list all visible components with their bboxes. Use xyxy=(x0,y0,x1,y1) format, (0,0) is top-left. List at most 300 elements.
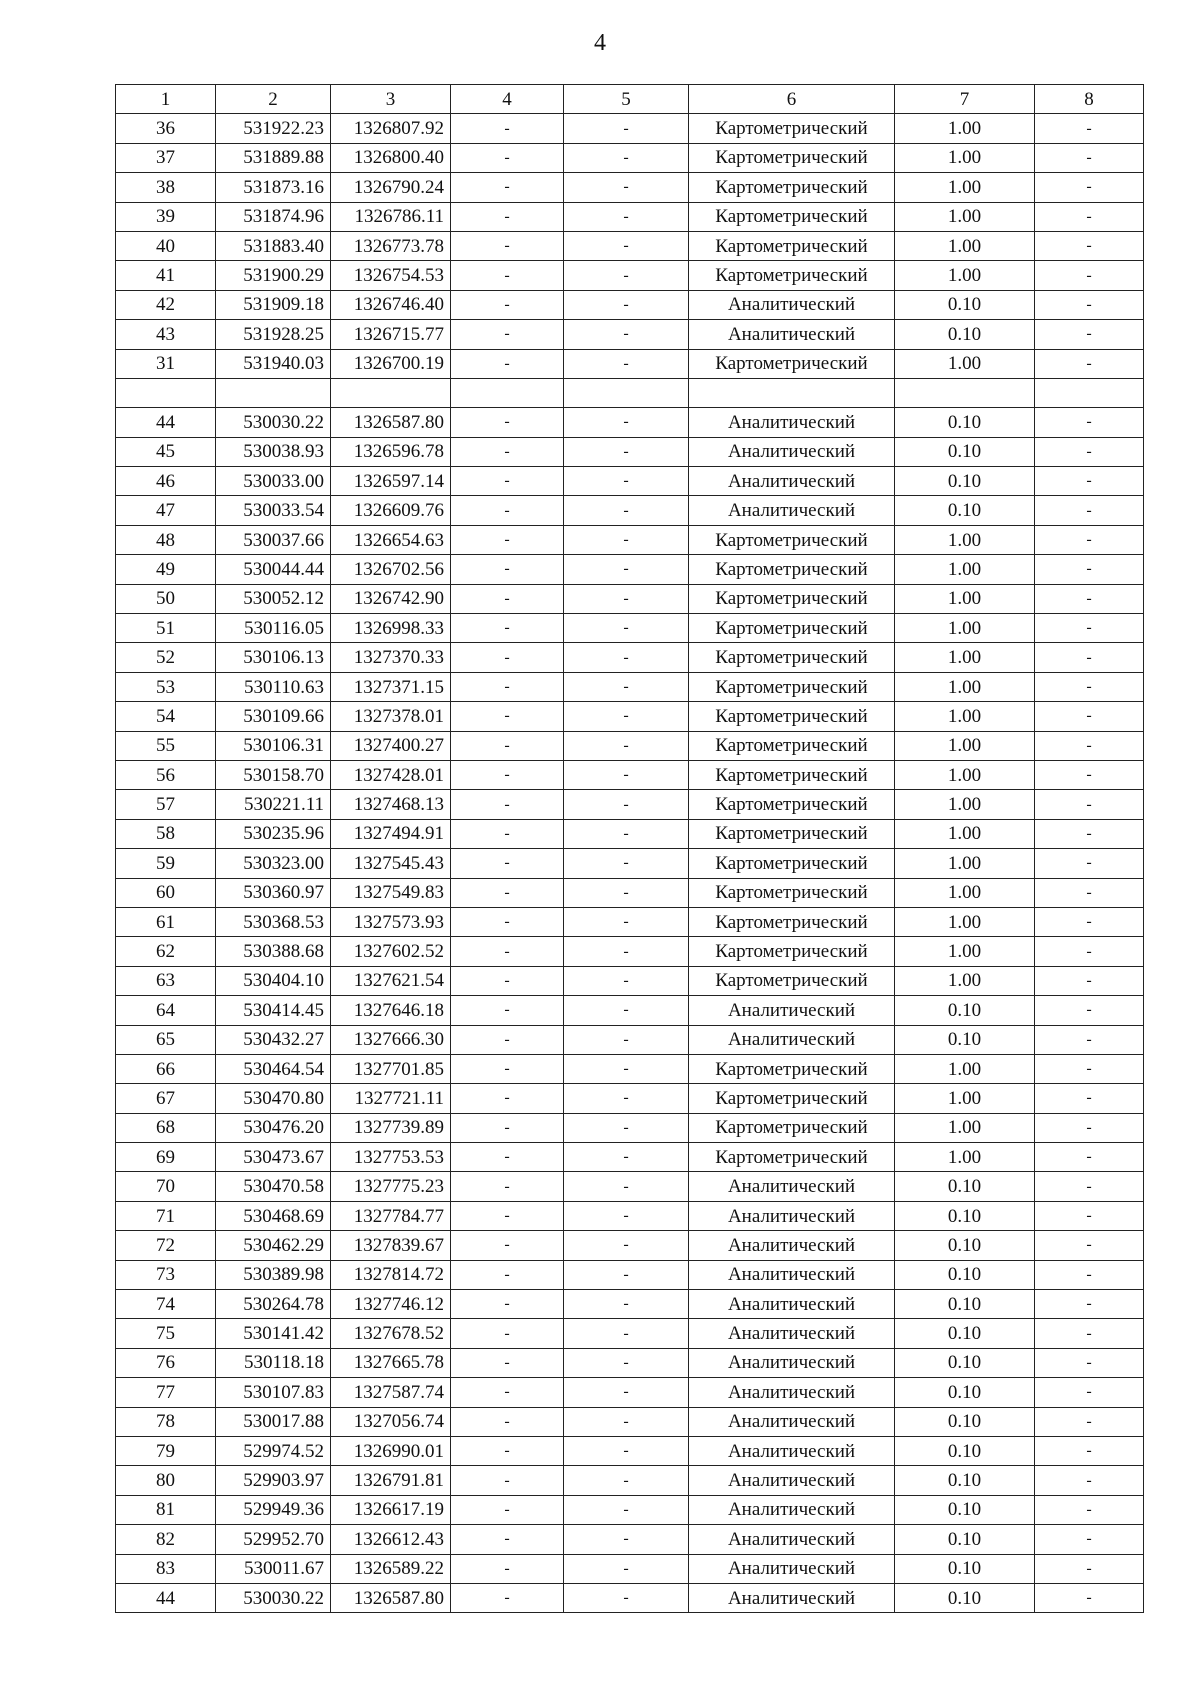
col5-cell: - xyxy=(564,496,689,525)
table-row xyxy=(116,996,1144,1025)
y-coordinate-cell: 1327753.53 xyxy=(331,1143,451,1172)
accuracy-cell: 1.00 xyxy=(895,349,1035,378)
table-row xyxy=(116,496,1144,525)
col5-cell: - xyxy=(564,261,689,290)
point-number-cell: 68 xyxy=(116,1113,216,1142)
point-number-cell: 47 xyxy=(116,496,216,525)
col4-cell: - xyxy=(451,1436,564,1465)
y-coordinate-cell: 1326791.81 xyxy=(331,1466,451,1495)
col4-cell: - xyxy=(451,760,564,789)
col8-cell: - xyxy=(1035,1436,1144,1465)
col5-cell: - xyxy=(564,1407,689,1436)
col4-cell: - xyxy=(451,349,564,378)
table-row xyxy=(116,290,1144,319)
table-row xyxy=(116,231,1144,260)
point-number-cell: 80 xyxy=(116,1466,216,1495)
method-cell: Картометрический xyxy=(689,202,895,231)
col5-cell: - xyxy=(564,907,689,936)
col4-cell: - xyxy=(451,525,564,554)
x-coordinate-cell: 530470.58 xyxy=(216,1172,331,1201)
col4-cell: - xyxy=(451,1583,564,1612)
col4-cell: - xyxy=(451,496,564,525)
col8-cell: - xyxy=(1035,496,1144,525)
column-header-1: 1 xyxy=(116,85,216,114)
table-row xyxy=(116,349,1144,378)
method-cell: Аналитический xyxy=(689,320,895,349)
accuracy-cell: 1.00 xyxy=(895,731,1035,760)
method-cell: Аналитический xyxy=(689,1436,895,1465)
point-number-cell: 70 xyxy=(116,1172,216,1201)
col8-cell: - xyxy=(1035,1319,1144,1348)
point-number-cell: 76 xyxy=(116,1348,216,1377)
y-coordinate-cell: 1327739.89 xyxy=(331,1113,451,1142)
col5-cell: - xyxy=(564,1554,689,1583)
x-coordinate-cell: 530470.80 xyxy=(216,1084,331,1113)
x-coordinate-cell: 530464.54 xyxy=(216,1054,331,1083)
col5-cell: - xyxy=(564,555,689,584)
col5-cell: - xyxy=(564,790,689,819)
method-cell: Аналитический xyxy=(689,1466,895,1495)
y-coordinate-cell: 1327370.33 xyxy=(331,643,451,672)
accuracy-cell: 1.00 xyxy=(895,849,1035,878)
table-row xyxy=(116,584,1144,613)
col5-cell: - xyxy=(564,937,689,966)
table-row xyxy=(116,731,1144,760)
accuracy-cell: 0.10 xyxy=(895,496,1035,525)
method-cell: Картометрический xyxy=(689,614,895,643)
col4-cell: - xyxy=(451,231,564,260)
col8-cell: - xyxy=(1035,1378,1144,1407)
x-coordinate-cell: 530468.69 xyxy=(216,1201,331,1230)
col4-cell: - xyxy=(451,1554,564,1583)
col5-cell xyxy=(564,378,689,407)
table-row xyxy=(116,1378,1144,1407)
col4-cell: - xyxy=(451,1466,564,1495)
method-cell: Картометрический xyxy=(689,261,895,290)
col5-cell: - xyxy=(564,643,689,672)
col8-cell: - xyxy=(1035,878,1144,907)
col5-cell: - xyxy=(564,467,689,496)
x-coordinate-cell: 530037.66 xyxy=(216,525,331,554)
method-cell: Картометрический xyxy=(689,731,895,760)
col5-cell: - xyxy=(564,584,689,613)
column-header-2: 2 xyxy=(216,85,331,114)
table-row xyxy=(116,1348,1144,1377)
accuracy-cell: 1.00 xyxy=(895,261,1035,290)
col4-cell: - xyxy=(451,1525,564,1554)
col5-cell: - xyxy=(564,996,689,1025)
x-coordinate-cell: 530118.18 xyxy=(216,1348,331,1377)
x-coordinate-cell: 530110.63 xyxy=(216,672,331,701)
method-cell: Картометрический xyxy=(689,849,895,878)
y-coordinate-cell: 1327400.27 xyxy=(331,731,451,760)
table-row xyxy=(116,643,1144,672)
accuracy-cell: 1.00 xyxy=(895,1054,1035,1083)
accuracy-cell: 1.00 xyxy=(895,173,1035,202)
col5-cell: - xyxy=(564,702,689,731)
table-row xyxy=(116,1436,1144,1465)
col5-cell: - xyxy=(564,1378,689,1407)
accuracy-cell: 1.00 xyxy=(895,643,1035,672)
table-row xyxy=(116,408,1144,437)
accuracy-cell: 1.00 xyxy=(895,878,1035,907)
accuracy-cell: 1.00 xyxy=(895,555,1035,584)
col8-cell: - xyxy=(1035,849,1144,878)
column-header-5: 5 xyxy=(564,85,689,114)
col4-cell: - xyxy=(451,643,564,672)
y-coordinate-cell: 1327056.74 xyxy=(331,1407,451,1436)
col8-cell: - xyxy=(1035,1348,1144,1377)
column-header-7: 7 xyxy=(895,85,1035,114)
col4-cell: - xyxy=(451,1172,564,1201)
method-cell: Аналитический xyxy=(689,1495,895,1524)
col4-cell: - xyxy=(451,702,564,731)
table-row xyxy=(116,614,1144,643)
y-coordinate-cell: 1326589.22 xyxy=(331,1554,451,1583)
x-coordinate-cell: 531909.18 xyxy=(216,290,331,319)
col4-cell: - xyxy=(451,1348,564,1377)
col5-cell: - xyxy=(564,614,689,643)
col4-cell: - xyxy=(451,261,564,290)
table-row xyxy=(116,1319,1144,1348)
y-coordinate-cell: 1327573.93 xyxy=(331,907,451,936)
col4-cell: - xyxy=(451,1201,564,1230)
col5-cell: - xyxy=(564,1348,689,1377)
column-header-8: 8 xyxy=(1035,85,1144,114)
y-coordinate-cell: 1327468.13 xyxy=(331,790,451,819)
y-coordinate-cell: 1327784.77 xyxy=(331,1201,451,1230)
table-row xyxy=(116,702,1144,731)
x-coordinate-cell: 530158.70 xyxy=(216,760,331,789)
y-coordinate-cell: 1326754.53 xyxy=(331,261,451,290)
col8-cell: - xyxy=(1035,907,1144,936)
col5-cell: - xyxy=(564,1054,689,1083)
col8-cell: - xyxy=(1035,996,1144,1025)
y-coordinate-cell: 1326998.33 xyxy=(331,614,451,643)
accuracy-cell: 0.10 xyxy=(895,1260,1035,1289)
col5-cell: - xyxy=(564,1201,689,1230)
x-coordinate-cell: 530462.29 xyxy=(216,1231,331,1260)
x-coordinate-cell: 530030.22 xyxy=(216,1583,331,1612)
col5-cell: - xyxy=(564,819,689,848)
table-row xyxy=(116,1554,1144,1583)
point-number-cell: 55 xyxy=(116,731,216,760)
point-number-cell: 78 xyxy=(116,1407,216,1436)
accuracy-cell: 0.10 xyxy=(895,1495,1035,1524)
accuracy-cell: 1.00 xyxy=(895,1084,1035,1113)
col4-cell: - xyxy=(451,790,564,819)
accuracy-cell: 0.10 xyxy=(895,1348,1035,1377)
method-cell: Аналитический xyxy=(689,996,895,1025)
col4-cell: - xyxy=(451,1495,564,1524)
col4-cell xyxy=(451,378,564,407)
point-number-cell: 58 xyxy=(116,819,216,848)
table-row xyxy=(116,261,1144,290)
table-row xyxy=(116,1495,1144,1524)
table-body xyxy=(116,85,1144,1613)
x-coordinate-cell: 530106.31 xyxy=(216,731,331,760)
y-coordinate-cell: 1326800.40 xyxy=(331,143,451,172)
col5-cell: - xyxy=(564,1525,689,1554)
x-coordinate-cell: 530044.44 xyxy=(216,555,331,584)
method-cell: Картометрический xyxy=(689,643,895,672)
col8-cell: - xyxy=(1035,1113,1144,1142)
col5-cell: - xyxy=(564,320,689,349)
col8-cell: - xyxy=(1035,1201,1144,1230)
col4-cell: - xyxy=(451,1319,564,1348)
point-number-cell: 81 xyxy=(116,1495,216,1524)
col5-cell: - xyxy=(564,437,689,466)
y-coordinate-cell: 1326617.19 xyxy=(331,1495,451,1524)
method-cell: Картометрический xyxy=(689,231,895,260)
coordinates-table xyxy=(115,84,1144,1613)
y-coordinate-cell: 1327545.43 xyxy=(331,849,451,878)
col5-cell: - xyxy=(564,143,689,172)
col8-cell: - xyxy=(1035,1407,1144,1436)
point-number-cell: 51 xyxy=(116,614,216,643)
y-coordinate-cell: 1327746.12 xyxy=(331,1290,451,1319)
col5-cell: - xyxy=(564,1495,689,1524)
accuracy-cell: 1.00 xyxy=(895,937,1035,966)
y-coordinate-cell: 1326702.56 xyxy=(331,555,451,584)
col4-cell: - xyxy=(451,1231,564,1260)
y-coordinate-cell: 1326990.01 xyxy=(331,1436,451,1465)
point-number-cell: 45 xyxy=(116,437,216,466)
accuracy-cell: 1.00 xyxy=(895,231,1035,260)
col8-cell: - xyxy=(1035,1554,1144,1583)
accuracy-cell: 1.00 xyxy=(895,790,1035,819)
table-row xyxy=(116,467,1144,496)
method-cell: Аналитический xyxy=(689,1554,895,1583)
column-header-3: 3 xyxy=(331,85,451,114)
col8-cell: - xyxy=(1035,1583,1144,1612)
table-row xyxy=(116,907,1144,936)
col4-cell: - xyxy=(451,408,564,437)
col4-cell: - xyxy=(451,966,564,995)
col8-cell: - xyxy=(1035,114,1144,143)
col4-cell: - xyxy=(451,584,564,613)
accuracy-cell: 1.00 xyxy=(895,672,1035,701)
point-number-cell: 40 xyxy=(116,231,216,260)
col8-cell: - xyxy=(1035,173,1144,202)
col4-cell: - xyxy=(451,1084,564,1113)
x-coordinate-cell: 530116.05 xyxy=(216,614,331,643)
point-number-cell: 79 xyxy=(116,1436,216,1465)
point-number-cell: 54 xyxy=(116,702,216,731)
x-coordinate-cell: 530360.97 xyxy=(216,878,331,907)
accuracy-cell: 1.00 xyxy=(895,114,1035,143)
col8-cell: - xyxy=(1035,584,1144,613)
point-number-cell: 83 xyxy=(116,1554,216,1583)
x-coordinate-cell: 529974.52 xyxy=(216,1436,331,1465)
table-row xyxy=(116,1201,1144,1230)
col4-cell: - xyxy=(451,173,564,202)
y-coordinate-cell: 1327646.18 xyxy=(331,996,451,1025)
col8-cell: - xyxy=(1035,202,1144,231)
point-number-cell: 56 xyxy=(116,760,216,789)
method-cell: Аналитический xyxy=(689,1172,895,1201)
x-coordinate-cell: 530476.20 xyxy=(216,1113,331,1142)
col5-cell: - xyxy=(564,1290,689,1319)
col8-cell: - xyxy=(1035,555,1144,584)
x-coordinate-cell: 530033.00 xyxy=(216,467,331,496)
y-coordinate-cell: 1326587.80 xyxy=(331,1583,451,1612)
col8-cell: - xyxy=(1035,819,1144,848)
table-row xyxy=(116,760,1144,789)
accuracy-cell: 0.10 xyxy=(895,1231,1035,1260)
x-coordinate-cell: 530235.96 xyxy=(216,819,331,848)
col8-cell: - xyxy=(1035,1260,1144,1289)
x-coordinate-cell: 531928.25 xyxy=(216,320,331,349)
table-row xyxy=(116,143,1144,172)
table-row xyxy=(116,1054,1144,1083)
x-coordinate-cell: 530107.83 xyxy=(216,1378,331,1407)
point-number-cell: 67 xyxy=(116,1084,216,1113)
y-coordinate-cell: 1326807.92 xyxy=(331,114,451,143)
x-coordinate-cell: 531940.03 xyxy=(216,349,331,378)
accuracy-cell: 0.10 xyxy=(895,1172,1035,1201)
x-coordinate-cell: 530038.93 xyxy=(216,437,331,466)
y-coordinate-cell: 1326742.90 xyxy=(331,584,451,613)
accuracy-cell: 1.00 xyxy=(895,202,1035,231)
col5-cell: - xyxy=(564,525,689,554)
accuracy-cell: 0.10 xyxy=(895,1025,1035,1054)
method-cell: Аналитический xyxy=(689,1319,895,1348)
accuracy-cell: 1.00 xyxy=(895,760,1035,789)
col8-cell: - xyxy=(1035,320,1144,349)
col8-cell: - xyxy=(1035,790,1144,819)
accuracy-cell: 1.00 xyxy=(895,614,1035,643)
accuracy-cell: 0.10 xyxy=(895,1554,1035,1583)
col8-cell: - xyxy=(1035,643,1144,672)
x-coordinate-cell: 530432.27 xyxy=(216,1025,331,1054)
x-coordinate-cell xyxy=(216,378,331,407)
table-row-blank xyxy=(116,378,1144,407)
y-coordinate-cell: 1327666.30 xyxy=(331,1025,451,1054)
method-cell: Картометрический xyxy=(689,349,895,378)
point-number-cell: 50 xyxy=(116,584,216,613)
col4-cell: - xyxy=(451,937,564,966)
y-coordinate-cell: 1326587.80 xyxy=(331,408,451,437)
x-coordinate-cell: 529949.36 xyxy=(216,1495,331,1524)
accuracy-cell: 0.10 xyxy=(895,1436,1035,1465)
point-number-cell: 31 xyxy=(116,349,216,378)
method-cell: Аналитический xyxy=(689,1407,895,1436)
table-row xyxy=(116,937,1144,966)
point-number-cell: 37 xyxy=(116,143,216,172)
col5-cell: - xyxy=(564,114,689,143)
table-row xyxy=(116,114,1144,143)
accuracy-cell: 1.00 xyxy=(895,525,1035,554)
table-row xyxy=(116,878,1144,907)
point-number-cell: 66 xyxy=(116,1054,216,1083)
col4-cell: - xyxy=(451,614,564,643)
column-header-6: 6 xyxy=(689,85,895,114)
table-row xyxy=(116,672,1144,701)
table-row xyxy=(116,1260,1144,1289)
col8-cell: - xyxy=(1035,261,1144,290)
point-number-cell: 42 xyxy=(116,290,216,319)
method-cell: Картометрический xyxy=(689,525,895,554)
x-coordinate-cell: 531873.16 xyxy=(216,173,331,202)
point-number-cell: 41 xyxy=(116,261,216,290)
col5-cell: - xyxy=(564,878,689,907)
accuracy-cell xyxy=(895,378,1035,407)
table-row xyxy=(116,1084,1144,1113)
method-cell: Аналитический xyxy=(689,467,895,496)
col5-cell: - xyxy=(564,966,689,995)
method-cell: Картометрический xyxy=(689,790,895,819)
col4-cell: - xyxy=(451,290,564,319)
accuracy-cell: 1.00 xyxy=(895,584,1035,613)
y-coordinate-cell: 1326786.11 xyxy=(331,202,451,231)
col8-cell: - xyxy=(1035,702,1144,731)
table-row xyxy=(116,1113,1144,1142)
accuracy-cell: 0.10 xyxy=(895,1407,1035,1436)
accuracy-cell: 1.00 xyxy=(895,1113,1035,1142)
accuracy-cell: 0.10 xyxy=(895,996,1035,1025)
col4-cell: - xyxy=(451,1378,564,1407)
accuracy-cell: 1.00 xyxy=(895,907,1035,936)
x-coordinate-cell: 530052.12 xyxy=(216,584,331,613)
col4-cell: - xyxy=(451,1143,564,1172)
y-coordinate-cell: 1327665.78 xyxy=(331,1348,451,1377)
col4-cell: - xyxy=(451,849,564,878)
col5-cell: - xyxy=(564,760,689,789)
y-coordinate-cell: 1326715.77 xyxy=(331,320,451,349)
point-number-cell: 65 xyxy=(116,1025,216,1054)
col4-cell: - xyxy=(451,437,564,466)
point-number-cell: 72 xyxy=(116,1231,216,1260)
method-cell: Аналитический xyxy=(689,290,895,319)
col8-cell: - xyxy=(1035,1290,1144,1319)
accuracy-cell: 0.10 xyxy=(895,1466,1035,1495)
y-coordinate-cell: 1327721.11 xyxy=(331,1084,451,1113)
method-cell: Аналитический xyxy=(689,437,895,466)
method-cell: Картометрический xyxy=(689,702,895,731)
table-row xyxy=(116,320,1144,349)
col4-cell: - xyxy=(451,819,564,848)
col4-cell: - xyxy=(451,143,564,172)
x-coordinate-cell: 529952.70 xyxy=(216,1525,331,1554)
col4-cell: - xyxy=(451,1260,564,1289)
y-coordinate-cell: 1326790.24 xyxy=(331,173,451,202)
accuracy-cell: 0.10 xyxy=(895,437,1035,466)
x-coordinate-cell: 530033.54 xyxy=(216,496,331,525)
col5-cell: - xyxy=(564,1231,689,1260)
table-row xyxy=(116,966,1144,995)
col8-cell: - xyxy=(1035,437,1144,466)
col5-cell: - xyxy=(564,731,689,760)
col5-cell: - xyxy=(564,173,689,202)
y-coordinate-cell: 1327701.85 xyxy=(331,1054,451,1083)
x-coordinate-cell: 531889.88 xyxy=(216,143,331,172)
point-number-cell: 73 xyxy=(116,1260,216,1289)
accuracy-cell: 0.10 xyxy=(895,1378,1035,1407)
accuracy-cell: 1.00 xyxy=(895,143,1035,172)
col5-cell: - xyxy=(564,231,689,260)
table-row xyxy=(116,1172,1144,1201)
x-coordinate-cell: 530389.98 xyxy=(216,1260,331,1289)
method-cell: Картометрический xyxy=(689,937,895,966)
point-number-cell: 61 xyxy=(116,907,216,936)
table-row xyxy=(116,819,1144,848)
col4-cell: - xyxy=(451,731,564,760)
col8-cell: - xyxy=(1035,937,1144,966)
x-coordinate-cell: 530404.10 xyxy=(216,966,331,995)
col5-cell: - xyxy=(564,408,689,437)
y-coordinate-cell: 1326609.76 xyxy=(331,496,451,525)
